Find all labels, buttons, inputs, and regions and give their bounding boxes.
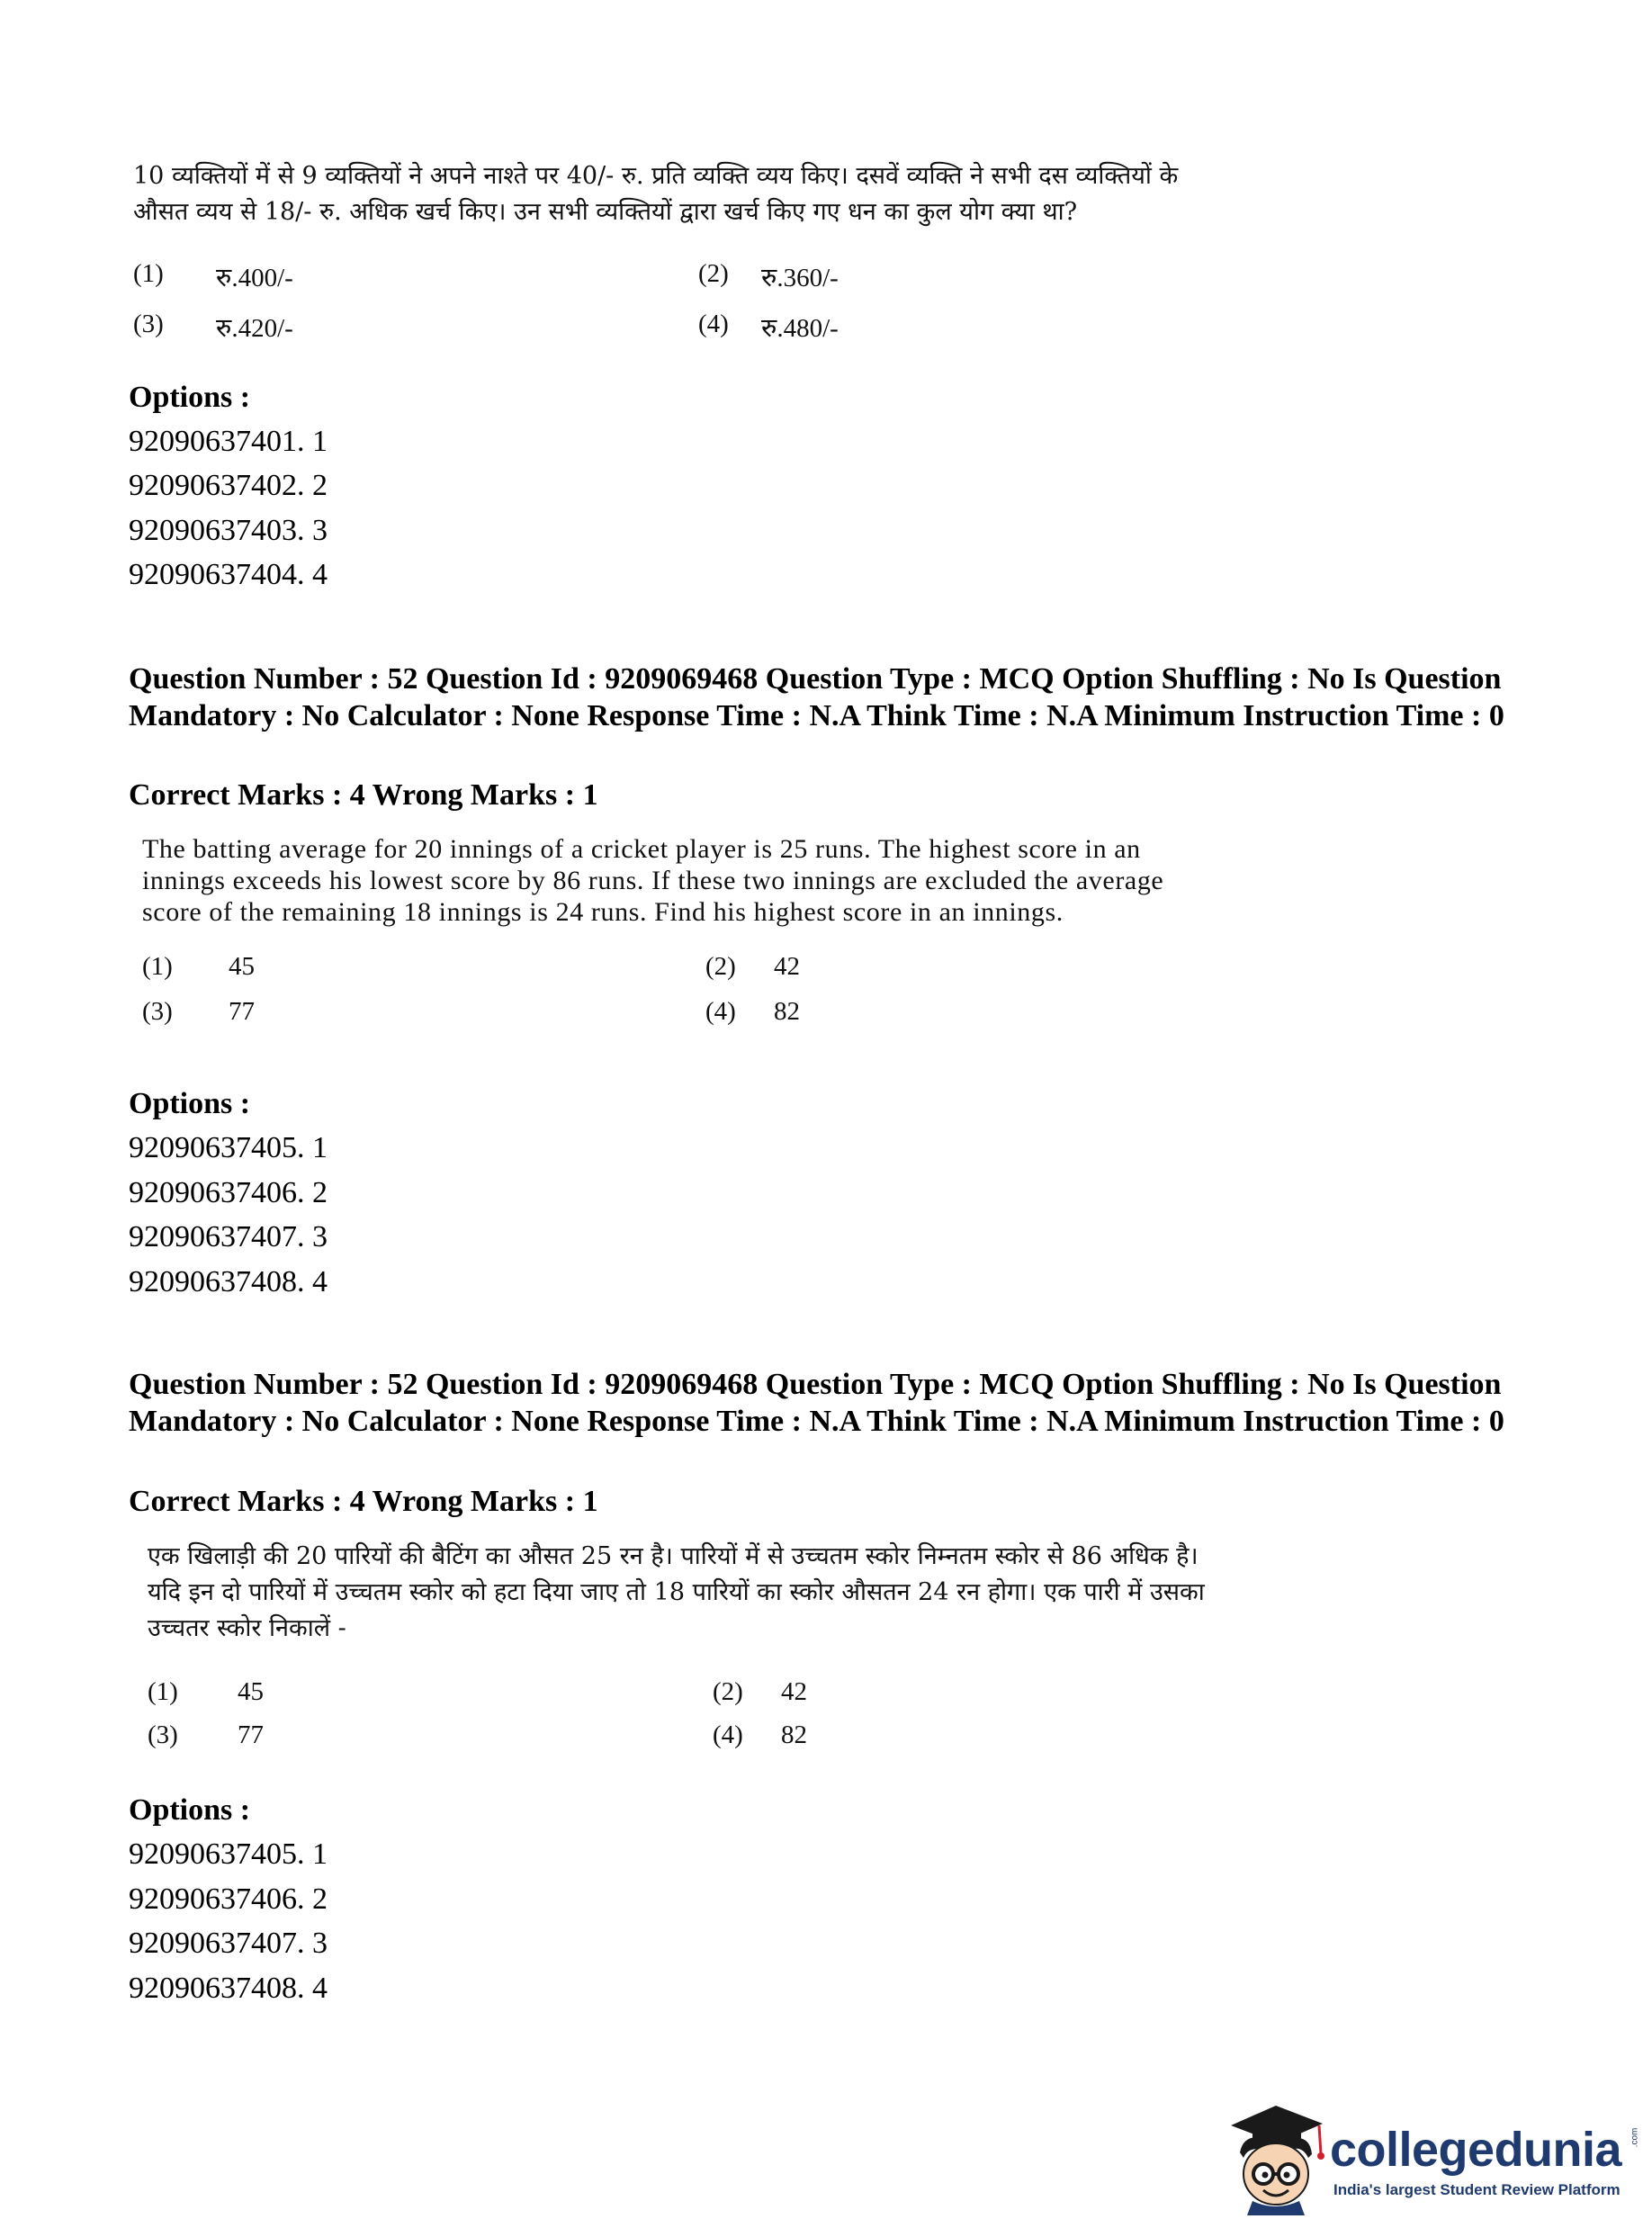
question-text-line: innings exceeds his lowest score by 86 runs. If these two innings are excluded the average bbox=[142, 866, 1164, 895]
option-item: 92090637406. 2 bbox=[129, 1882, 328, 1916]
options-heading: Options : bbox=[129, 381, 251, 414]
student-mascot-icon bbox=[1222, 2098, 1330, 2215]
option-item: 92090637405. 1 bbox=[129, 1131, 328, 1164]
option-item: 92090637402. 2 bbox=[129, 469, 328, 502]
question-text-line: यदि इन दो पारियों में उच्चतम स्कोर को हटा दिया जाए तो 18 पारियों का स्कोर औसतन 24 रन होगा। एक पारी में उसका bbox=[148, 1578, 1205, 1606]
option-item: 92090637404. 4 bbox=[129, 558, 328, 591]
option-item: 92090637403. 3 bbox=[129, 514, 328, 547]
option-item: 92090637407. 3 bbox=[129, 1927, 328, 1960]
question-text-line: उच्चतर स्कोर निकालें - bbox=[148, 1614, 346, 1642]
option-item: 92090637407. 3 bbox=[129, 1220, 328, 1253]
question-text-line: The batting average for 20 innings of a cricket player is 25 runs. The highest score in an bbox=[142, 834, 1141, 864]
option-item: 92090637406. 2 bbox=[129, 1176, 328, 1209]
question-text-line: एक खिलाड़ी की 20 पारियों की बैटिंग का औसत 25 रन है। पारियों में से उच्चतम स्कोर निम्नतम स्कोर से 86 अधिक है। bbox=[148, 1542, 1199, 1570]
option-item: 92090637401. 1 bbox=[129, 425, 328, 458]
brand-tagline: India's largest Student Review Platform bbox=[1333, 2181, 1621, 2198]
question-text-line: औसत व्यय से 18/- रु. अधिक खर्च किए। उन सभी व्यक्तियों द्वारा खर्च किए गए धन का कुल योग क्या था? bbox=[133, 198, 1078, 226]
collegedunia-logo bbox=[1222, 2098, 1640, 2215]
option-item: 92090637408. 4 bbox=[129, 1972, 328, 2005]
question-meta: Question Number : 52 Question Id : 9209069468 Question Type : MCQ Option Shuffling : No Is Question Mandatory : No Calculator : None Response Time : N.A Think Time : N.A Minimum Instruction Time : 0 bbox=[129, 662, 1504, 732]
question-text-line: score of the remaining 18 innings is 24 runs. Find his highest score in an innings. bbox=[142, 897, 1064, 927]
question-meta: Question Number : 52 Question Id : 9209069468 Question Type : MCQ Option Shuffling : No Is Question Mandatory : No Calculator : None Response Time : N.A Think Time : N.A Minimum Instruction Time : 0 bbox=[129, 1368, 1504, 1438]
option-item: 92090637408. 4 bbox=[129, 1265, 328, 1298]
marks-info: Correct Marks : 4 Wrong Marks : 1 bbox=[129, 778, 598, 812]
option-item: 92090637405. 1 bbox=[129, 1837, 328, 1871]
brand-name: collegedunia bbox=[1330, 2123, 1622, 2177]
options-heading: Options : bbox=[129, 1793, 251, 1827]
brand-suffix: .com bbox=[1630, 2127, 1640, 2148]
question-text-line: 10 व्यक्तियों में से 9 व्यक्तियों ने अपने नाश्ते पर 40/- रु. प्रति व्यक्ति व्यय किए। दसवें व्यक्ति ने सभी दस व्यक्तियों के bbox=[133, 162, 1179, 190]
marks-info: Correct Marks : 4 Wrong Marks : 1 bbox=[129, 1485, 598, 1518]
options-heading: Options : bbox=[129, 1087, 251, 1120]
